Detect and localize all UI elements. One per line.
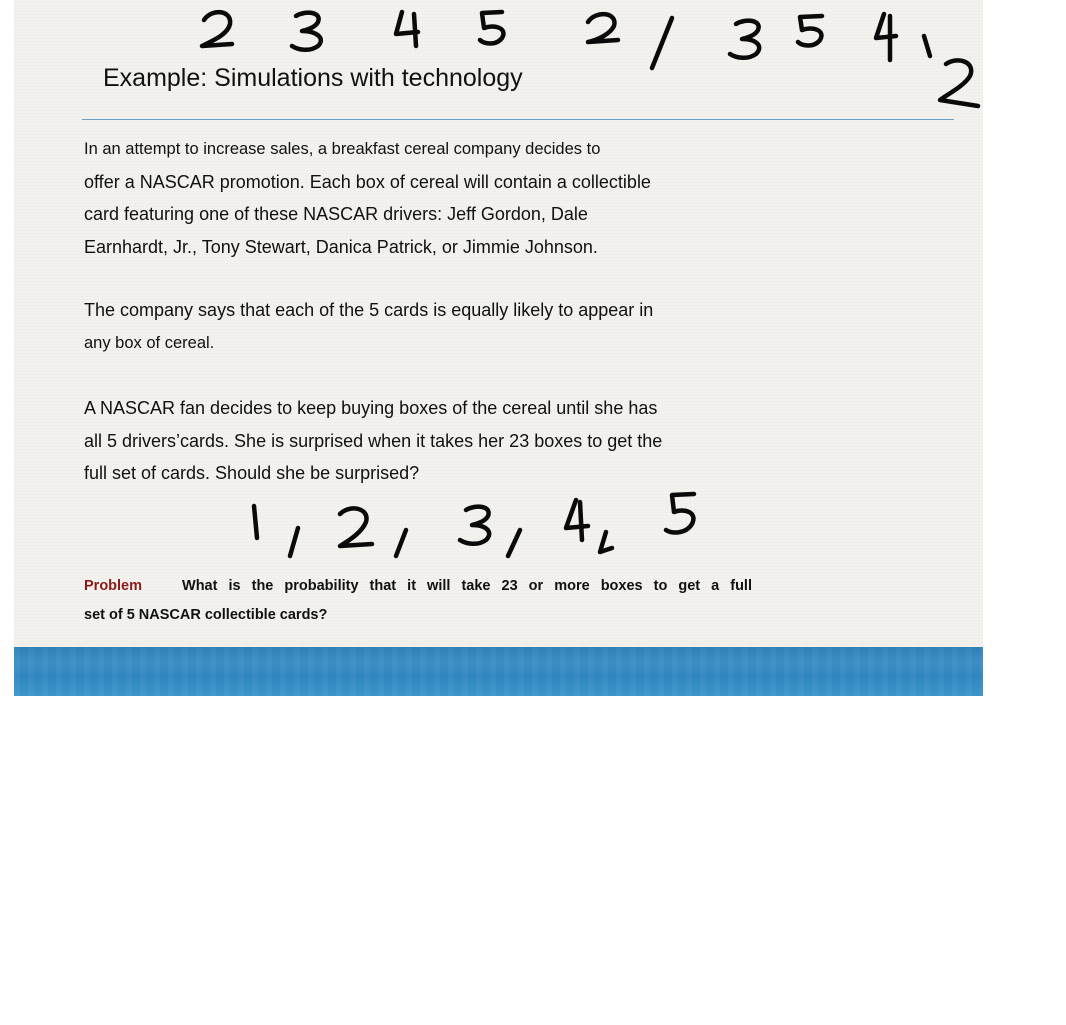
scenario-paragraph: [84, 392, 774, 490]
problem-line-2: set of 5 NASCAR collectible cards?: [84, 607, 328, 623]
claim-paragraph: [84, 294, 774, 359]
problem-statement: [84, 572, 774, 630]
intro-line-1: In an attempt to increase sales, a breakfast cereal company decides to: [84, 140, 601, 158]
claim-line-2: any box of cereal.: [84, 333, 215, 352]
intro-line-2: offer a NASCAR promotion. Each box of cereal will contain a collectible: [84, 171, 651, 192]
slide: [14, 0, 983, 696]
intro-line-4: Earnhardt, Jr., Tony Stewart, Danica Patrick, or Jimmie Johnson.: [84, 236, 598, 257]
slide-title: Example: Simulations with technology: [103, 64, 523, 92]
intro-paragraph: [84, 133, 774, 263]
claim-line-1: The company says that each of the 5 cards is equally likely to appear in: [84, 300, 654, 320]
intro-line-3: card featuring one of these NASCAR drivers: Jeff Gordon, Dale: [84, 204, 588, 224]
scenario-line-3: full set of cards. Should she be surprised?: [84, 463, 420, 483]
problem-label: Problem: [84, 578, 143, 594]
problem-line-1: What is the probability that it will take 23 or more boxes to get a full: [182, 578, 752, 594]
footer-banner: [14, 647, 983, 696]
scenario-line-2: all 5 drivers’cards. She is surprised when it takes her 23 boxes to get the: [84, 430, 663, 451]
scenario-line-1: A NASCAR fan decides to keep buying boxes of the cereal until she has: [84, 398, 658, 418]
title-divider: [82, 119, 954, 120]
